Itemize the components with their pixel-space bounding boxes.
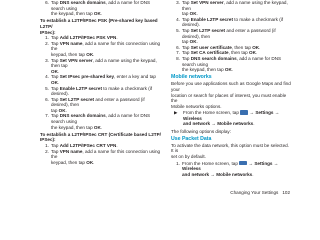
crt-step-8-continuation: the keypad, then tap OK. [182, 67, 234, 73]
psk-step-6: 6. Tap Set L2TP secret and enter a password (if desired), then [45, 96, 145, 108]
home-icon [240, 110, 248, 114]
l2tp-psk-heading-cont: IPSec): [40, 29, 56, 35]
packet-step-1-continuation: and network → Mobile networks. [182, 171, 254, 177]
step-6-dns-search: 6. Tap DNS search domains, add a name for DNS search using [45, 0, 151, 11]
left-column [40, 0, 162, 165]
psk-step-3: 3. Tap Set VPN server, add a name using the keypad, then tap [45, 57, 157, 69]
right-column [171, 0, 291, 177]
home-icon [239, 161, 247, 165]
mobile-networks-instruction-cont: and network → Mobile networks. [183, 121, 255, 127]
psk-step-4: 4. Tap Set IPsec pre-shared key, enter a key and tap OK. [45, 74, 156, 85]
psk-step-6-continuation: tap OK. [51, 107, 67, 113]
packet-step-1: 1. From the Home screen, tap → Settings → Wireless [176, 160, 279, 172]
crt-step-3: 3. Tap Set VPN server, add a name using the keypad, then [176, 0, 288, 11]
psk-step-2: 2. Tap VPN name, add a name for this connection using the [45, 40, 161, 52]
psk-step-7-continuation: the keypad, then tap OK. [51, 124, 103, 130]
l2tp-crt-heading-cont: IPSec): [40, 137, 56, 143]
mobile-networks-para-line-2: location or search for places of interest, you must enable the [171, 92, 287, 104]
psk-step-3-continuation: OK. [51, 68, 60, 74]
packet-data-para-line-2: set on by default. [171, 154, 206, 160]
crt-step-3-continuation: tap OK. [182, 11, 198, 17]
crt-step-8: 8. Tap DNS search domains, add a name for DNS search using [176, 55, 282, 67]
l2tp-crt-heading: To establish a L2TP/IPSec CRT (Certificate based L2TP/ [40, 131, 161, 137]
footer-section-title: Changing Your Settings [230, 190, 279, 195]
options-intro: The following options display: [171, 128, 232, 134]
crt-step-6: 6. Tap Set user certificate, then tap OK. [176, 44, 261, 50]
bullet-arrow-icon: ▶ [174, 110, 178, 116]
crt-step-2: 2. Tap VPN name, add a name for this connection using the [45, 148, 161, 160]
psk-step-5: 5. Tap Enable L2TP secret to make a checkmark (if desired). [45, 85, 153, 97]
page-footer [230, 190, 290, 195]
mobile-networks-heading: Mobile networks [171, 74, 212, 81]
crt-step-5: 5. Tap Set L2TP secret and enter a password (if desired), then [176, 27, 276, 39]
mobile-networks-para-line-1: Before you use applications such as Google Maps and find your [171, 81, 291, 92]
psk-step-7: 7. Tap DNS search domains, add a name for DNS search using [45, 113, 151, 125]
psk-step-2-continuation: keypad, then tap OK. [51, 51, 95, 57]
crt-step-1: 1. Tap Add L2TP/IPSec CRT VPN. [45, 143, 118, 149]
page-number: 102 [282, 190, 290, 195]
crt-step-7: 7. Tap Set CA certificate, then tap OK. [176, 50, 258, 56]
crt-step-2-continuation: keypad, then tap OK. [51, 159, 95, 165]
l2tp-psk-heading: To establish a L2TP/IPSec PSK (Pre-shared key based L2TP/ [40, 18, 158, 29]
crt-step-5-continuation: tap OK. [182, 39, 198, 45]
mobile-networks-para-line-3: Mobile networks options. [171, 103, 222, 109]
step-6-continuation: the keypad, then tap OK. [51, 11, 103, 17]
packet-data-para-line-1: To activate the data network, this option must be selected. It is [171, 142, 289, 154]
use-packet-data-heading: Use Packet Data [171, 135, 212, 142]
psk-step-1: 1. Tap Add L2TP/IPSec PSK VPN. [45, 35, 118, 41]
crt-step-4: 4. Tap Enable L2TP secret to make a checkmark (if desired). [176, 16, 284, 28]
mobile-networks-instruction: ▶ From the Home screen, tap → Settings → Wireless [174, 110, 280, 121]
